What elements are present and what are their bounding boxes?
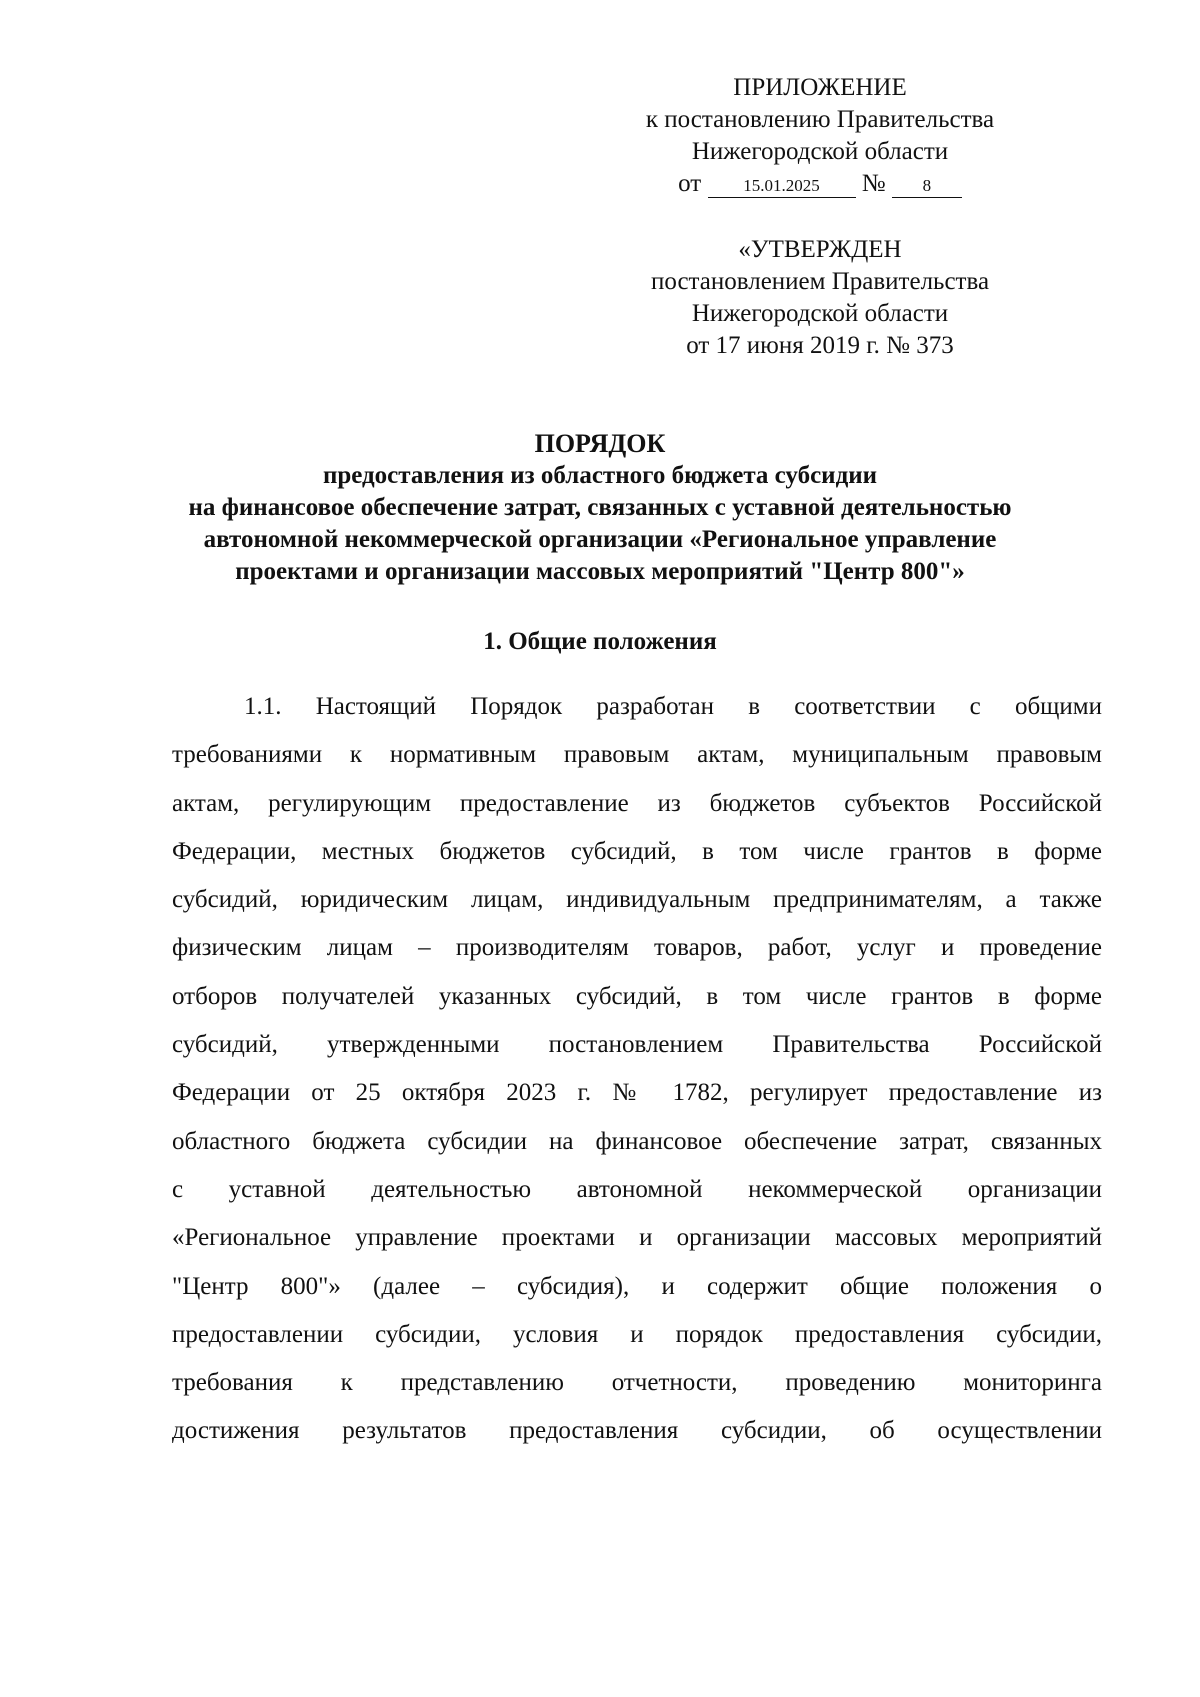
paragraph-line: субсидий, утвержденными постановлением Правительства Российской <box>172 1031 1102 1059</box>
paragraph-line: требования к представлению отчетности, проведению мониторинга <box>172 1369 1102 1397</box>
number-prefix: № <box>861 170 886 197</box>
appendix-title: ПРИЛОЖЕНИЕ <box>733 74 907 101</box>
appendix-line-region: Нижегородской области <box>691 138 949 165</box>
document-title: ПОРЯДОК <box>534 429 666 458</box>
approved-line-3: Нижегородской области <box>691 300 949 327</box>
paragraph-line: достижения результатов предоставления субсидии, об осуществлении <box>172 1417 1102 1445</box>
paragraph-line: 1.1. Настоящий Порядок разработан в соответствии с общими <box>244 693 1102 720</box>
approved-line-1: «УТВЕРЖДЕН <box>738 236 902 263</box>
paragraph-line: отборов получателей указанных субсидий, в том числе грантов в форме <box>172 982 1102 1010</box>
paragraph-line: предоставлении субсидии, условия и порядок предоставления субсидии, <box>172 1320 1102 1348</box>
approved-line-4: от 17 июня 2019 г. № 373 <box>686 332 954 359</box>
paragraph-1-1 <box>172 683 1102 1456</box>
document-title-block <box>150 428 1050 588</box>
date-value: 15.01.2025 <box>708 175 856 198</box>
paragraph-line: физическим лицам – производителям товаров, работ, услуг и проведение <box>172 934 1102 962</box>
paragraph-line: Федерации от 25 октября 2023 г. № 1782, регулирует предоставление из <box>172 1079 1102 1107</box>
number-value: 8 <box>892 175 962 198</box>
paragraph-line: с уставной деятельностью автономной некоммерческой организации <box>172 1175 1102 1203</box>
paragraph-line: актам, регулирующим предоставление из бюджетов субъектов Российской <box>172 789 1102 817</box>
appendix-header <box>560 72 1080 200</box>
paragraph-line: областного бюджета субсидии на финансовое обеспечение затрат, связанных <box>172 1127 1102 1155</box>
paragraph-line: требованиями к нормативным правовым актам, муниципальным правовым <box>172 741 1102 769</box>
title-line: проектами и организации массовых мероприятий "Центр 800"» <box>235 558 965 585</box>
title-line: автономной некоммерческой организации «Региональное управление <box>203 526 997 553</box>
appendix-line-resolution: к постановлению Правительства <box>645 106 995 133</box>
section-heading: 1. Общие положения <box>483 628 717 655</box>
date-prefix: от <box>678 170 702 197</box>
appendix-date-line <box>560 168 1080 200</box>
title-line: предоставления из областного бюджета субсидии <box>322 462 878 489</box>
paragraph-line: субсидий, юридическим лицам, индивидуальным предпринимателям, а также <box>172 886 1102 914</box>
title-line: на финансовое обеспечение затрат, связанных с уставной деятельностью <box>188 494 1012 521</box>
approved-line-2: постановлением Правительства <box>650 268 990 295</box>
paragraph-line: Федерации, местных бюджетов субсидий, в том числе грантов в форме <box>172 837 1102 865</box>
paragraph-line: «Региональное управление проектами и организации массовых мероприятий <box>172 1224 1102 1252</box>
approved-header <box>560 234 1080 362</box>
paragraph-line: "Центр 800"» (далее – субсидия), и содержит общие положения о <box>172 1272 1102 1300</box>
